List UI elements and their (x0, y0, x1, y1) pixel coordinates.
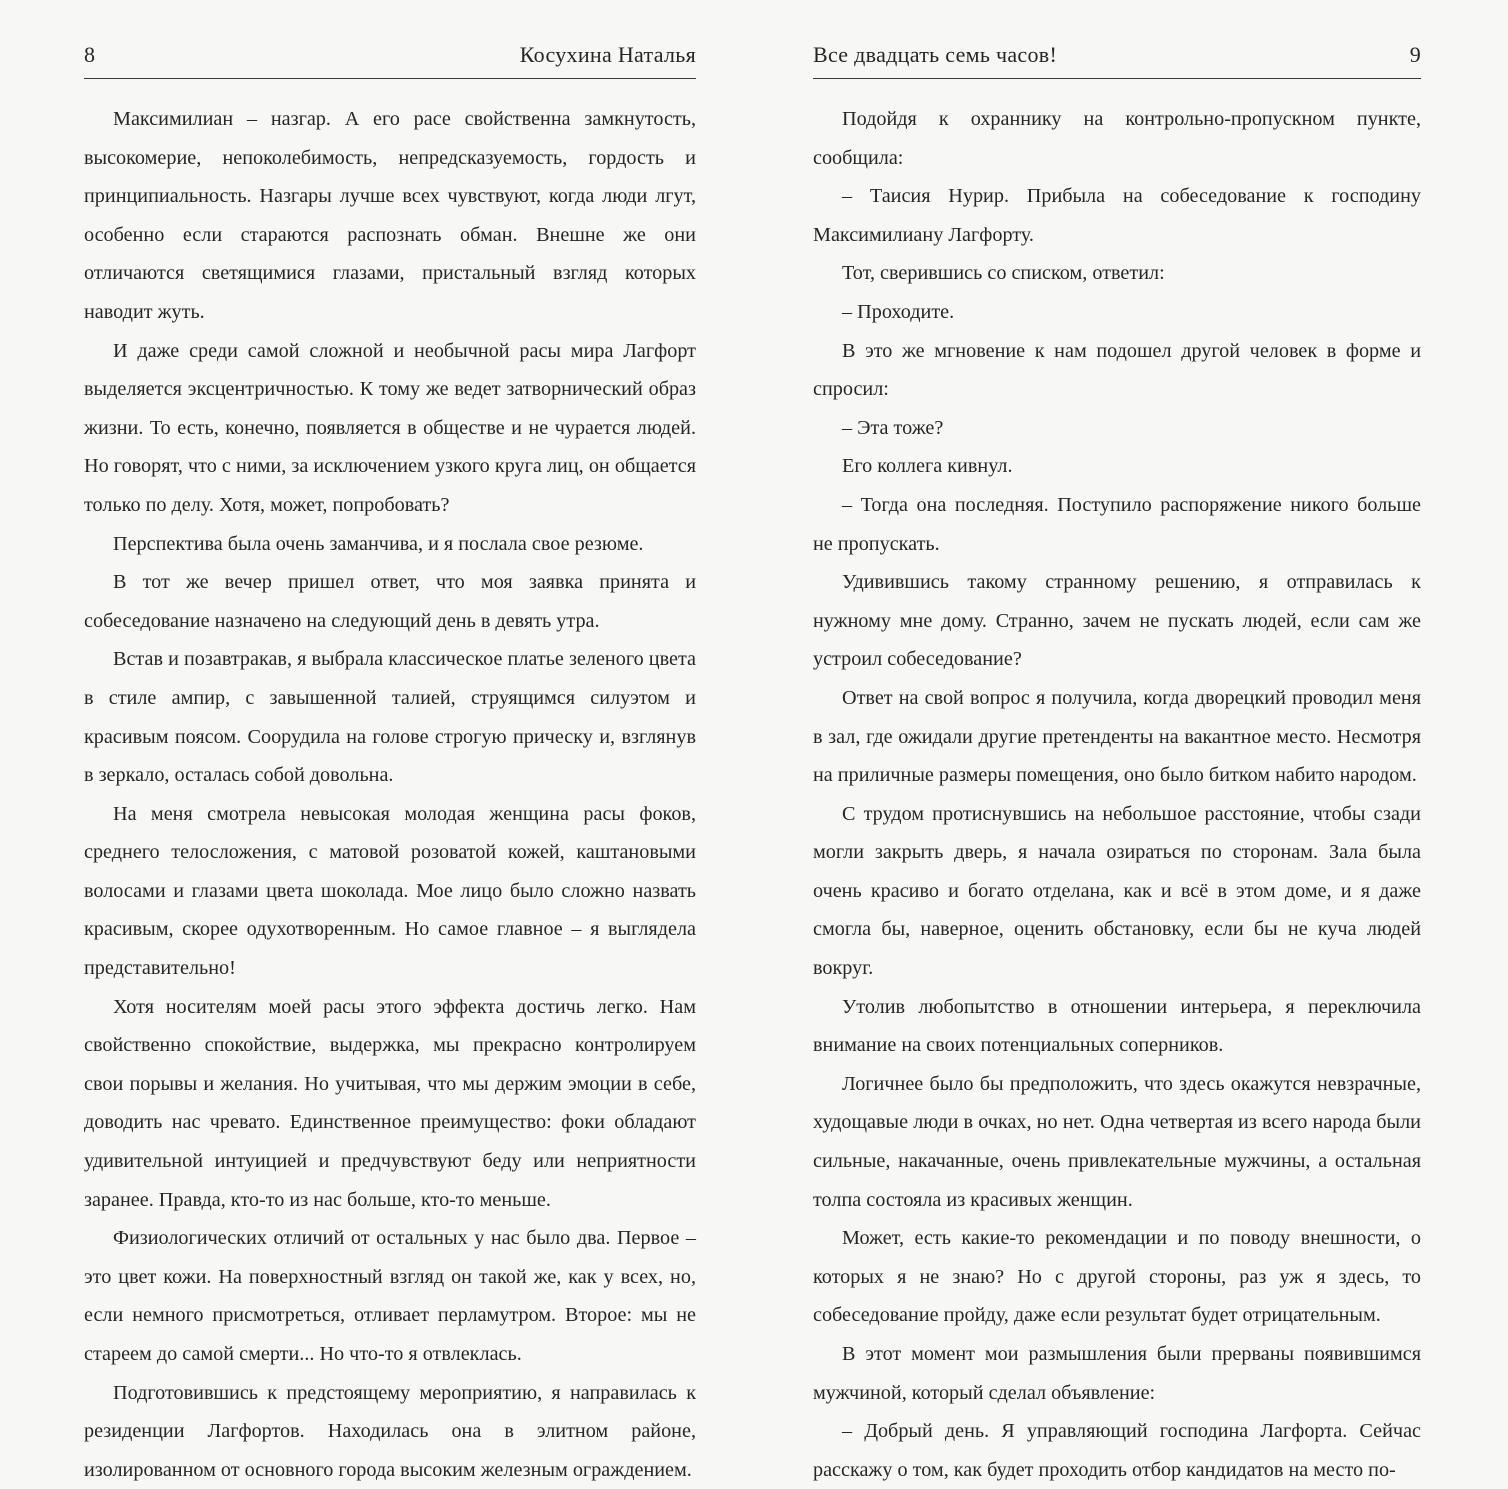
header-rule (813, 78, 1421, 79)
running-title-author: Косухина Наталья (519, 42, 696, 67)
paragraph: Его коллега кивнул. (842, 455, 1013, 478)
left-page (84, 0, 696, 1481)
paragraph: Логичнее было бы предположить, что здесь окажутся невзрачные, худощавые люди в очках, но нет. Одна четвертая из всего народа были сильные, накачанные, очень привлекательные мужчины, а остальная толпа состояла из красивых женщин. (813, 1072, 1421, 1211)
paragraph: В этот момент мои размышления были прерваны появившимся мужчиной, который сделал объявление: (813, 1343, 1421, 1404)
paragraph: На меня смотрела невысокая молодая женщина расы фоков, среднего телосложения, с матовой розоватой кожей, каштановыми волосами и глазами цвета шоколада. Мое лицо было сложно назвать красивым, скорее одухотворенным. Но самое главное – я выглядела представительно! (84, 802, 696, 980)
left-running-head (84, 42, 696, 76)
paragraph: Может, есть какие-то рекомендации и по поводу внешности, о которых я не знаю? Но с другой стороны, раз уж я здесь, то собеседование пройду, даже если результат будет отрицательным. (813, 1227, 1421, 1327)
paragraph: Максимилиан – назгар. А его расе свойственна замкнутость, высокомерие, непоколебимость, непредсказуемость, гордость и принципиальность. Назгары лучше всех чувствуют, когда люди лгут, особенно если стараются распознать обман. Внешне же они отличаются светящимися глазами, пристальный взгляд которых наводит жуть. (84, 108, 696, 323)
paragraph: Хотя носителям моей расы этого эффекта достичь легко. Нам свойственно спокойствие, выдержка, мы прекрасно контролируем свои порывы и желания. Но учитывая, что мы держим эмоции в себе, доводить нас чревато. Единственное преимущество: фоки обладают удивительной интуицией и предчувствуют беду или неприятности заранее. Правда, кто-то из нас больше, кто-то меньше. (84, 995, 696, 1211)
left-body-text (84, 100, 696, 1489)
right-body-text (813, 100, 1421, 1489)
paragraph: Удивившись такому странному решению, я отправилась к нужному мне дому. Странно, зачем не пускать людей, если сам же устроил собеседование? (813, 571, 1421, 671)
paragraph: Физиологических отличий от остальных у нас было два. Первое – это цвет кожи. На поверхностный взгляд он такой же, как у всех, но, если немного присмотреться, отливает перламутром. Второе: мы не стареем до самой смерти... Но что-то я отвлеклась. (84, 1227, 696, 1365)
paragraph: Тот, сверившись со списком, ответил: (842, 262, 1165, 285)
page-number: 9 (1409, 42, 1421, 67)
paragraph: – Добрый день. Я управляющий господина Лагфорта. Сейчас расскажу о том, как будет проходить отбор кандидатов на место по- (813, 1420, 1421, 1481)
paragraph: – Таисия Нурир. Прибыла на собеседование к господину Максимилиану Лагфорту. (813, 185, 1421, 246)
page-number: 8 (84, 42, 96, 67)
header-rule (84, 78, 696, 79)
right-running-head (813, 42, 1421, 76)
paragraph: Подготовившись к предстоящему мероприятию, я направилась к резиденции Лагфортов. Находилась она в элитном районе, изолированном от основного города высоким железным ограждением. (84, 1381, 696, 1481)
paragraph: В это же мгновение к нам подошел другой человек в форме и спросил: (813, 339, 1421, 401)
running-title-book: Все двадцать семь часов! (813, 42, 1058, 67)
right-page (813, 0, 1421, 1481)
paragraph: – Проходите. (842, 300, 955, 323)
paragraph: Перспектива была очень заманчива, и я послала свое резюме. (113, 532, 644, 555)
paragraph: – Эта тоже? (842, 416, 944, 439)
paragraph: Подойдя к охраннику на контрольно-пропускном пункте, сообщила: (813, 108, 1421, 169)
paragraph: – Тогда она последняя. Поступило распоряжение никого больше не пропускать. (813, 493, 1421, 555)
paragraph: С трудом протиснувшись на небольшое расстояние, чтобы сзади могли закрыть дверь, я начала озираться по сторонам. Зала была очень красиво и богато отделана, как и всё в этом доме, и я даже смогла бы, наверное, оценить обстановку, если бы не куча людей вокруг. (813, 802, 1421, 980)
paragraph: Ответ на свой вопрос я получила, когда дворецкий проводил меня в зал, где ожидали другие претенденты на вакантное место. Несмотря на приличные размеры помещения, оно было битком набито народом. (813, 686, 1421, 787)
paragraph: Утолив любопытство в отношении интерьера, я переключила внимание на своих потенциальных соперников. (813, 995, 1421, 1057)
paragraph: В тот же вечер пришел ответ, что моя заявка принята и собеседование назначено на следующий день в девять утра. (84, 571, 696, 632)
paragraph: Встав и позавтракав, я выбрала классическое платье зеленого цвета в стиле ампир, с завышенной талией, струящимся силуэтом и красивым поясом. Соорудила на голове строгую прическу и, взглянув в зеркало, осталась собой довольна. (84, 648, 696, 787)
paragraph: И даже среди самой сложной и необычной расы мира Лагфорт выделяется эксцентричностью. К тому же ведет затворнический образ жизни. То есть, конечно, появляется в обществе и не чурается людей. Но говорят, что с ними, за исключением узкого круга лиц, он общается только по делу. Хотя, может, попробовать? (84, 339, 696, 516)
